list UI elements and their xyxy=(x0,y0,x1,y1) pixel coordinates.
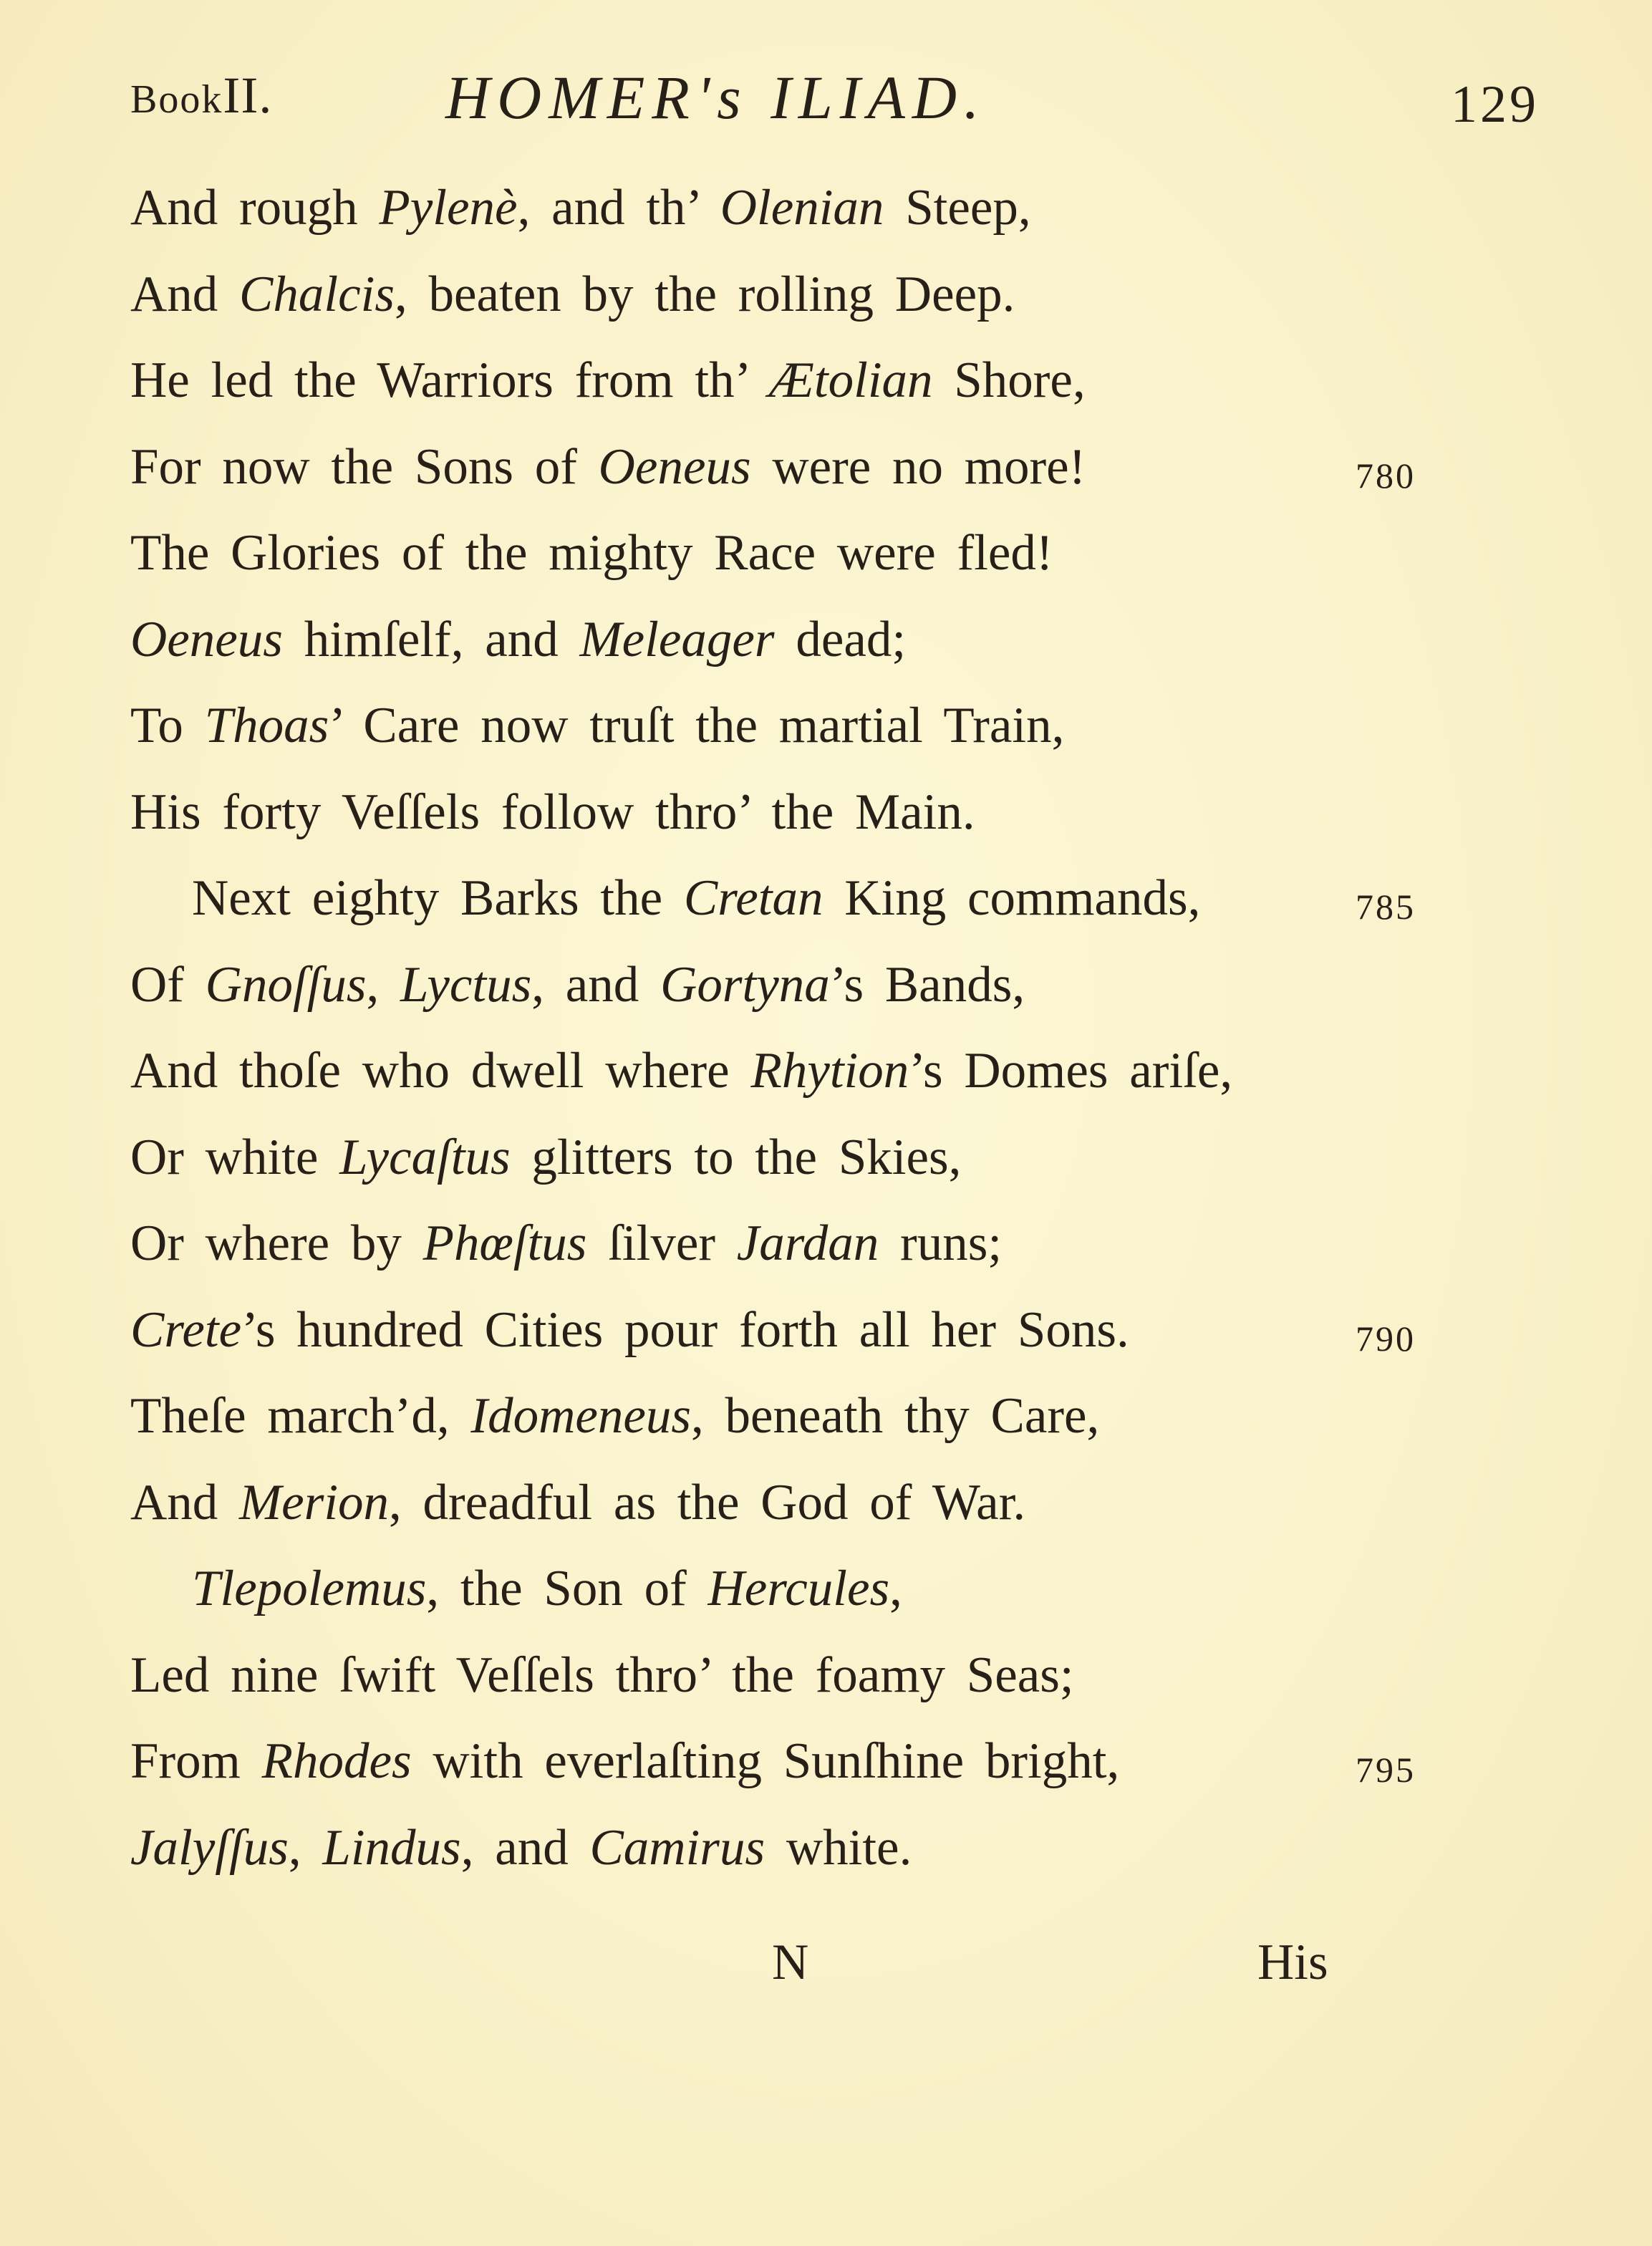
signature-mark: N xyxy=(772,1934,809,1990)
page-number: 129 xyxy=(1451,75,1539,134)
catchword: His xyxy=(1257,1934,1328,1990)
line-number: 780 xyxy=(1356,455,1416,496)
verse-line: Oeneus himſelf, and Meleager dead; xyxy=(130,611,907,667)
running-title: HOMER's ILIAD. xyxy=(445,63,987,132)
verse-line: And Merion, dreadful as the God of War. xyxy=(130,1474,1026,1531)
verse-line: To Thoas’ Care now truſt the martial Train, xyxy=(130,698,1065,753)
verse-line: Tlepolemus, the Son of Hercules, xyxy=(192,1561,902,1616)
book-number: II. xyxy=(223,67,273,124)
line-number: 790 xyxy=(1356,1318,1416,1359)
verse-line: For now the Sons of Oeneus were no more! xyxy=(130,438,1086,495)
verse-line: His forty Veſſels follow thro’ the Main. xyxy=(130,784,975,840)
verse-line: He led the Warriors from th’ Ætolian Shore, xyxy=(130,352,1086,408)
verse-line: Of Gnoſſus, Lyctus, and Gortyna’s Bands, xyxy=(130,956,1025,1013)
verse-line: Theſe march’d, Idomeneus, beneath thy Care, xyxy=(130,1388,1100,1444)
verse-line: And thoſe who dwell where Rhytion’s Domes ariſe, xyxy=(130,1043,1233,1099)
book-word: Book xyxy=(130,77,223,122)
book-label xyxy=(130,66,272,125)
verse-line: Or where by Phœſtus ſilver Jardan runs; xyxy=(130,1215,1003,1271)
verse-line: Led nine ſwift Veſſels thro’ the foamy Seas; xyxy=(130,1647,1074,1703)
verse-line: And Chalcis, beaten by the rolling Deep. xyxy=(130,266,1015,322)
line-number: 785 xyxy=(1356,887,1416,927)
verse-line: From Rhodes with everlaſting Sunſhine bright, xyxy=(130,1733,1120,1789)
verse-line: Jalyſſus, Lindus, and Camirus white. xyxy=(130,1819,912,1876)
verse-line: Crete’s hundred Cities pour forth all her Sons. xyxy=(130,1301,1129,1358)
running-header xyxy=(0,57,1652,143)
verse-line: The Glories of the mighty Race were fled! xyxy=(130,525,1053,581)
line-number: 795 xyxy=(1356,1750,1416,1790)
verse-line: Or white Lycaſtus glitters to the Skies, xyxy=(130,1129,962,1185)
verse-line: And rough Pylenè, and th’ Olenian Steep, xyxy=(130,180,1031,236)
verse-line: Next eighty Barks the Cretan King commands, xyxy=(192,870,1201,926)
